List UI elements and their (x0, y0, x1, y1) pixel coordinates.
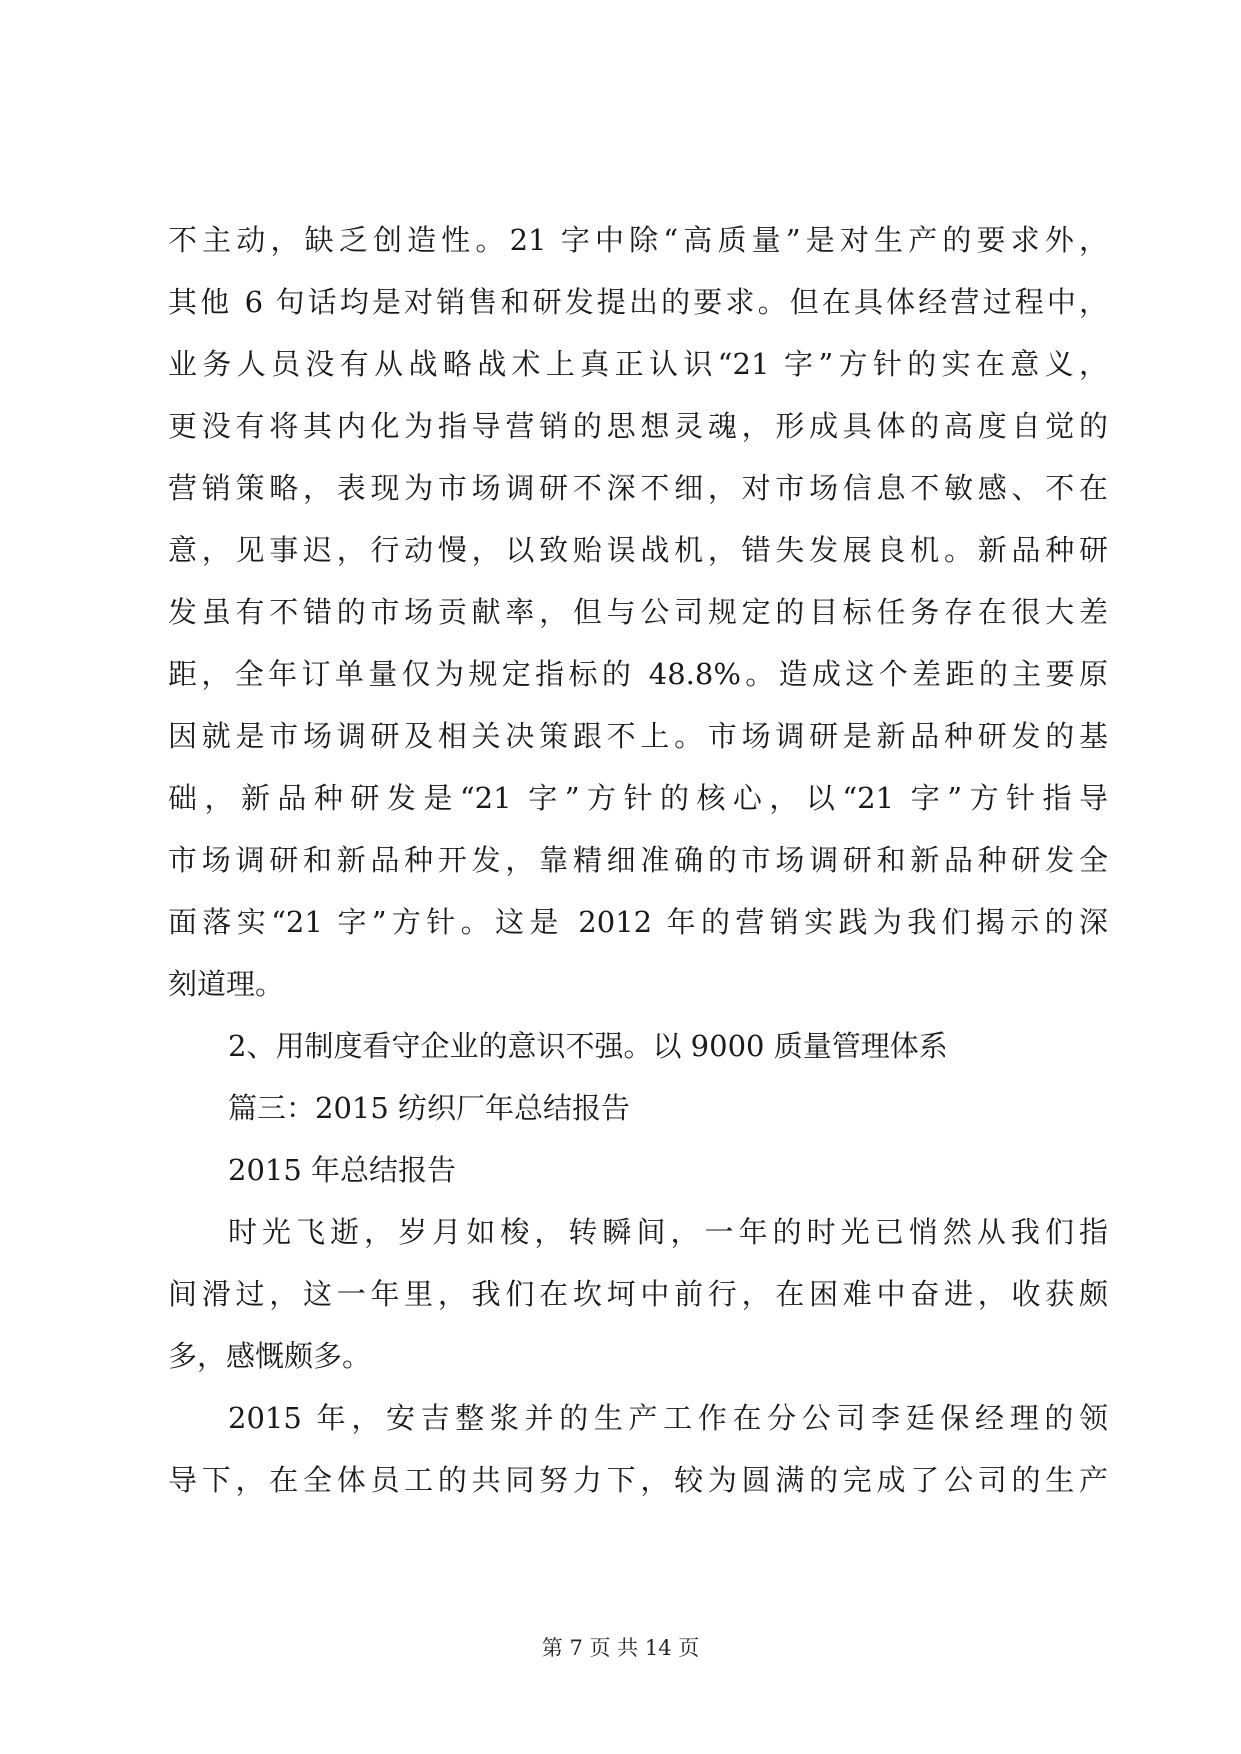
text-line: 其他 6 句话均是对销售和研发提出的要求。但在具体经营过程中， (168, 285, 1108, 319)
text-line: 面落实“21 字”方针。这是 2012 年的营销实践为我们揭示的深 (168, 905, 1108, 939)
text-line: 篇三：2015 纺织厂年总结报告 (228, 1091, 631, 1125)
text-line: 不主动，缺乏创造性。21 字中除“高质量”是对生产的要求外， (168, 223, 1108, 257)
text-line: 导下，在全体员工的共同努力下，较为圆满的完成了公司的生产 (168, 1463, 1108, 1497)
text-line: 2015 年，安吉整浆并的生产工作在分公司李廷保经理的领 (228, 1401, 1108, 1435)
text-line: 市场调研和新品种开发，靠精细准确的市场调研和新品种研发全 (168, 843, 1108, 877)
text-line: 2015 年总结报告 (228, 1153, 457, 1187)
text-line: 业务人员没有从战略战术上真正认识“21 字”方针的实在意义， (168, 347, 1108, 381)
text-line: 更没有将其内化为指导营销的思想灵魂，形成具体的高度自觉的 (168, 409, 1108, 443)
document-body (168, 209, 1108, 1511)
text-line: 刻道理。 (168, 967, 285, 1001)
page-footer: 第 7 页 共 14 页 (541, 1636, 700, 1660)
text-line: 2、用制度看守企业的意识不强。以 9000 质量管理体系 (228, 1029, 948, 1063)
text-line: 间滑过，这一年里，我们在坎坷中前行，在困难中奋进，收获颇 (168, 1277, 1108, 1311)
text-line: 因就是市场调研及相关决策跟不上。市场调研是新品种研发的基 (168, 719, 1108, 753)
text-line: 距，全年订单量仅为规定指标的 48.8%。造成这个差距的主要原 (168, 657, 1108, 691)
text-line: 发虽有不错的市场贡献率，但与公司规定的目标任务存在很大差 (168, 595, 1108, 629)
text-line: 营销策略，表现为市场调研不深不细，对市场信息不敏感、不在 (168, 471, 1108, 505)
text-line: 时光飞逝，岁月如梭，转瞬间，一年的时光已悄然从我们指 (228, 1215, 1108, 1249)
text-line: 意，见事迟，行动慢，以致贻误战机，错失发展良机。新品种研 (168, 533, 1108, 567)
text-line: 多，感慨颇多。 (168, 1339, 372, 1373)
text-line: 础，新品种研发是“21 字”方针的核心，以“21 字”方针指导 (168, 781, 1108, 815)
